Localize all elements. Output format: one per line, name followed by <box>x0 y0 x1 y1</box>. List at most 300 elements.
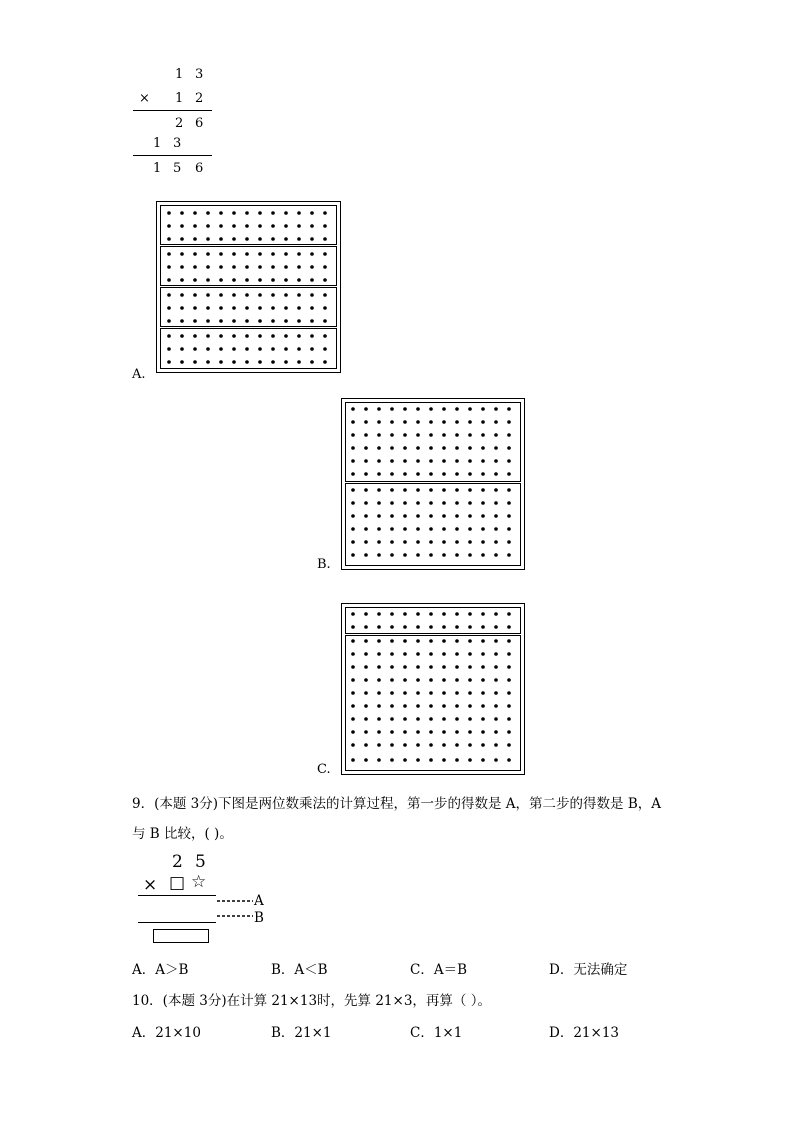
option-a-label[interactable]: A. <box>132 367 146 382</box>
grid-dot <box>284 265 288 269</box>
grid-dot <box>193 360 197 364</box>
grid-dot <box>481 665 485 669</box>
grid-dot <box>310 293 314 297</box>
grid-dot <box>219 224 223 228</box>
grid-dot <box>206 319 210 323</box>
grid-dot <box>455 691 459 695</box>
grid-dot <box>455 625 459 629</box>
grid-dot <box>403 625 407 629</box>
grid-dot <box>429 691 433 695</box>
grid-dot <box>206 293 210 297</box>
grid-dot <box>193 306 197 310</box>
grid-dot <box>377 514 381 518</box>
grid-dot <box>167 334 171 338</box>
grid-dot <box>403 514 407 518</box>
grid-dot <box>180 211 184 215</box>
grid-dot <box>245 319 249 323</box>
grid-dot <box>429 652 433 656</box>
grid-dot <box>507 625 511 629</box>
grid-dot <box>364 540 368 544</box>
grid-dot <box>167 347 171 351</box>
grid-dot <box>310 211 314 215</box>
grid-dot <box>377 758 381 762</box>
q9-marker-a: A <box>254 893 264 909</box>
grid-dot <box>271 211 275 215</box>
grid-dot <box>364 743 368 747</box>
grid-dot <box>323 211 327 215</box>
grid-dot <box>390 540 394 544</box>
grid-dot <box>403 639 407 643</box>
grid-dot <box>351 501 355 505</box>
grid-dot <box>258 319 262 323</box>
grid-dot <box>390 743 394 747</box>
grid-dot <box>167 319 171 323</box>
grid-dot <box>284 360 288 364</box>
grid-dot <box>284 252 288 256</box>
grid-dot <box>442 446 446 450</box>
grid-dot <box>232 211 236 215</box>
grid-dot <box>416 472 420 476</box>
grid-dot <box>455 652 459 656</box>
grid-dot <box>390 678 394 682</box>
grid-dot <box>219 306 223 310</box>
grid-dot <box>429 488 433 492</box>
q9-line-1 <box>138 895 216 896</box>
vm-mult-digit-1: 1 <box>175 91 184 106</box>
grid-dot <box>351 678 355 682</box>
grid-dot <box>323 319 327 323</box>
grid-dot <box>481 553 485 557</box>
grid-dot <box>351 459 355 463</box>
grid-dot <box>310 224 314 228</box>
grid-dot <box>442 743 446 747</box>
grid-dot <box>206 334 210 338</box>
vm-partial1-digit-2: 6 <box>195 116 204 131</box>
grid-dot <box>167 265 171 269</box>
grid-dot <box>377 665 381 669</box>
grid-dot <box>245 211 249 215</box>
grid-dot <box>219 360 223 364</box>
grid-dot <box>494 501 498 505</box>
grid-dot <box>364 501 368 505</box>
q9-marker-b: B <box>254 910 264 926</box>
grid-dot <box>351 665 355 669</box>
grid-dot <box>180 293 184 297</box>
grid-dot <box>377 527 381 531</box>
q10-option-c[interactable]: C．1×1 <box>410 1025 463 1041</box>
grid-dot <box>271 319 275 323</box>
grid-dot <box>416 501 420 505</box>
grid-dot <box>284 306 288 310</box>
grid-dot <box>258 252 262 256</box>
grid-dot <box>219 211 223 215</box>
grid-dot <box>455 678 459 682</box>
q9-option-c[interactable]: C．A＝B <box>410 962 467 978</box>
grid-dot <box>232 237 236 241</box>
grid-dot <box>193 347 197 351</box>
grid-dot <box>468 553 472 557</box>
grid-dot <box>219 293 223 297</box>
grid-dot <box>507 553 511 557</box>
grid-dot <box>323 252 327 256</box>
grid-dot <box>494 420 498 424</box>
q9-option-b[interactable]: B．A＜B <box>271 962 328 978</box>
grid-dot <box>494 639 498 643</box>
grid-dot <box>245 293 249 297</box>
grid-dot <box>271 224 275 228</box>
grid-dot <box>429 433 433 437</box>
grid-dot <box>167 293 171 297</box>
grid-dot <box>323 278 327 282</box>
q10-option-d[interactable]: D．21×13 <box>549 1025 619 1041</box>
grid-dot <box>258 265 262 269</box>
grid-dot <box>416 652 420 656</box>
grid-dot <box>232 347 236 351</box>
grid-dot <box>364 730 368 734</box>
option-b-dot-grid[interactable] <box>341 398 525 570</box>
grid-dot <box>377 625 381 629</box>
grid-dot <box>429 472 433 476</box>
grid-dot <box>390 514 394 518</box>
grid-dot <box>455 459 459 463</box>
q10-text-line-1: 10．(本题 3分)在计算 21×13时，先算 21×3，再算（ ）。 <box>132 993 491 1009</box>
grid-dot <box>507 527 511 531</box>
grid-dot <box>232 265 236 269</box>
grid-dot <box>442 553 446 557</box>
grid-dot <box>284 224 288 228</box>
grid-dot <box>494 514 498 518</box>
grid-dot <box>297 278 301 282</box>
grid-dot <box>271 334 275 338</box>
grid-dot <box>481 527 485 531</box>
grid-dot <box>390 639 394 643</box>
grid-dot <box>442 612 446 616</box>
grid-dot <box>416 527 420 531</box>
grid-dot <box>364 758 368 762</box>
grid-dot <box>206 265 210 269</box>
grid-dot <box>364 691 368 695</box>
grid-dot <box>180 278 184 282</box>
vm-line-2 <box>133 155 212 156</box>
grid-dot <box>507 678 511 682</box>
grid-dot <box>284 278 288 282</box>
grid-dot <box>494 472 498 476</box>
grid-dot <box>310 278 314 282</box>
grid-dot <box>258 347 262 351</box>
grid-dot <box>468 459 472 463</box>
grid-dot <box>351 704 355 708</box>
grid-dot <box>494 691 498 695</box>
grid-dot <box>245 360 249 364</box>
grid-dot <box>167 211 171 215</box>
grid-dot <box>271 252 275 256</box>
grid-dot <box>442 433 446 437</box>
grid-dot <box>494 758 498 762</box>
grid-dot <box>310 347 314 351</box>
grid-dot <box>351 488 355 492</box>
grid-dot <box>180 252 184 256</box>
grid-dot <box>403 459 407 463</box>
grid-dot <box>416 717 420 721</box>
grid-dot <box>245 347 249 351</box>
grid-dot <box>245 334 249 338</box>
grid-dot <box>468 678 472 682</box>
grid-dot <box>232 334 236 338</box>
grid-dot <box>416 639 420 643</box>
grid-dot <box>323 347 327 351</box>
grid-dot <box>442 758 446 762</box>
grid-dot <box>481 691 485 695</box>
grid-dot <box>180 334 184 338</box>
grid-dot <box>364 459 368 463</box>
grid-dot <box>416 514 420 518</box>
grid-dot <box>455 433 459 437</box>
grid-dot <box>364 678 368 682</box>
grid-dot <box>403 665 407 669</box>
grid-dot <box>390 488 394 492</box>
grid-dot <box>364 446 368 450</box>
grid-dot <box>455 501 459 505</box>
grid-dot <box>442 625 446 629</box>
grid-dot <box>219 252 223 256</box>
grid-dot <box>468 625 472 629</box>
option-c-dot-grid[interactable] <box>341 603 525 775</box>
grid-dot <box>377 652 381 656</box>
vm-partial2-digit-2: 3 <box>173 136 182 151</box>
grid-dot <box>468 665 472 669</box>
grid-dot <box>429 704 433 708</box>
grid-dot <box>310 334 314 338</box>
q9-answer-box <box>153 929 209 943</box>
q9-dashed-line-a <box>217 900 253 902</box>
grid-dot <box>364 717 368 721</box>
grid-dot <box>193 319 197 323</box>
grid-dot <box>403 420 407 424</box>
grid-dot <box>481 433 485 437</box>
grid-dot <box>377 704 381 708</box>
grid-dot <box>455 758 459 762</box>
grid-dot <box>351 652 355 656</box>
grid-dot <box>416 758 420 762</box>
grid-dot <box>390 420 394 424</box>
grid-dot <box>310 319 314 323</box>
grid-dot <box>180 237 184 241</box>
grid-dot <box>297 265 301 269</box>
grid-dot <box>258 334 262 338</box>
grid-dot <box>494 527 498 531</box>
q9-option-d[interactable]: D．无法确定 <box>549 962 628 978</box>
grid-dot <box>442 704 446 708</box>
grid-dot <box>481 743 485 747</box>
grid-dot <box>494 459 498 463</box>
grid-dot <box>416 540 420 544</box>
grid-dot <box>507 743 511 747</box>
q9-text-line-2: 与 B 比较，( )。 <box>132 826 233 842</box>
grid-dot <box>390 612 394 616</box>
grid-dot <box>481 446 485 450</box>
grid-dot <box>258 306 262 310</box>
grid-dot <box>297 360 301 364</box>
grid-dot <box>494 553 498 557</box>
grid-dot <box>364 514 368 518</box>
grid-dot <box>494 612 498 616</box>
vm-line-1 <box>133 110 212 111</box>
grid-dot <box>481 612 485 616</box>
grid-dot <box>481 540 485 544</box>
grid-dot <box>468 730 472 734</box>
grid-dot <box>507 407 511 411</box>
grid-dot <box>297 334 301 338</box>
grid-dot <box>455 446 459 450</box>
grid-dot <box>507 540 511 544</box>
grid-dot <box>403 704 407 708</box>
q10-option-a[interactable]: A．21×10 <box>132 1025 201 1041</box>
grid-dot <box>390 433 394 437</box>
q9-dashed-line-b <box>217 915 253 917</box>
grid-dot <box>455 553 459 557</box>
grid-dot <box>232 252 236 256</box>
grid-dot <box>180 347 184 351</box>
vm-partial1-digit-1: 2 <box>175 116 184 131</box>
grid-dot <box>429 625 433 629</box>
grid-dot <box>507 758 511 762</box>
grid-dot <box>416 625 420 629</box>
grid-dot <box>468 758 472 762</box>
grid-dot <box>442 540 446 544</box>
grid-dot <box>351 743 355 747</box>
grid-dot <box>494 488 498 492</box>
grid-dot <box>390 459 394 463</box>
grid-dot <box>206 211 210 215</box>
grid-dot <box>364 652 368 656</box>
grid-dot <box>206 252 210 256</box>
grid-dot <box>481 625 485 629</box>
grid-dot <box>442 459 446 463</box>
grid-dot <box>468 514 472 518</box>
q9-option-a[interactable]: A．A＞B <box>132 962 189 978</box>
grid-dot <box>442 730 446 734</box>
grid-dot <box>245 237 249 241</box>
grid-dot <box>403 743 407 747</box>
grid-dot <box>310 360 314 364</box>
grid-dot <box>481 652 485 656</box>
grid-dot <box>403 527 407 531</box>
grid-dot <box>390 501 394 505</box>
grid-dot <box>468 446 472 450</box>
grid-dot <box>364 433 368 437</box>
option-a-dot-grid[interactable] <box>156 201 341 373</box>
option-b-label[interactable]: B. <box>317 557 331 572</box>
grid-dot <box>481 459 485 463</box>
grid-dot <box>494 743 498 747</box>
grid-dot <box>258 360 262 364</box>
grid-dot <box>429 678 433 682</box>
grid-dot <box>297 319 301 323</box>
grid-dot <box>507 420 511 424</box>
grid-dot <box>193 237 197 241</box>
grid-dot <box>180 265 184 269</box>
grid-dot <box>232 278 236 282</box>
vm-result-digit-2: 5 <box>173 161 182 176</box>
grid-dot <box>245 306 249 310</box>
option-c-label[interactable]: C. <box>317 762 331 777</box>
grid-dot <box>351 407 355 411</box>
grid-dot <box>193 265 197 269</box>
grid-dot <box>271 306 275 310</box>
grid-dot <box>323 237 327 241</box>
grid-dot <box>377 472 381 476</box>
grid-dot <box>271 265 275 269</box>
grid-dot <box>507 665 511 669</box>
grid-dot <box>494 678 498 682</box>
grid-dot <box>351 625 355 629</box>
grid-dot <box>390 407 394 411</box>
grid-dot <box>364 625 368 629</box>
grid-dot <box>351 420 355 424</box>
grid-dot <box>193 224 197 228</box>
grid-dot <box>494 652 498 656</box>
grid-dot <box>455 488 459 492</box>
grid-dot <box>403 407 407 411</box>
q10-option-b[interactable]: B．21×1 <box>271 1025 332 1041</box>
grid-dot <box>455 527 459 531</box>
grid-dot <box>258 293 262 297</box>
grid-dot <box>468 472 472 476</box>
grid-dot <box>232 360 236 364</box>
grid-dot <box>377 501 381 505</box>
grid-dot <box>481 472 485 476</box>
grid-dot <box>390 758 394 762</box>
grid-dot <box>284 211 288 215</box>
vm-result-digit-3: 6 <box>195 161 204 176</box>
grid-dot <box>297 252 301 256</box>
grid-dot <box>364 472 368 476</box>
grid-dot <box>494 407 498 411</box>
grid-dot <box>258 211 262 215</box>
grid-dot <box>494 665 498 669</box>
vm-top-digit-1: 1 <box>175 67 184 82</box>
q9-text-line-1: 9．(本题 3分)下图是两位数乘法的计算过程，第一步的得数是 A，第二步的得数是 B，A <box>132 796 662 812</box>
grid-dot <box>351 758 355 762</box>
grid-dot <box>507 717 511 721</box>
grid-dot <box>403 730 407 734</box>
grid-dot <box>390 691 394 695</box>
grid-dot <box>494 540 498 544</box>
grid-dot <box>468 527 472 531</box>
grid-dot <box>390 717 394 721</box>
grid-dot <box>180 319 184 323</box>
grid-dot <box>377 678 381 682</box>
grid-dot <box>507 639 511 643</box>
grid-dot <box>323 265 327 269</box>
grid-dot <box>403 472 407 476</box>
grid-dot <box>351 446 355 450</box>
grid-dot <box>403 446 407 450</box>
grid-dot <box>297 293 301 297</box>
grid-dot <box>468 704 472 708</box>
grid-dot <box>193 293 197 297</box>
grid-dot <box>507 612 511 616</box>
grid-dot <box>377 459 381 463</box>
grid-dot <box>390 730 394 734</box>
grid-dot <box>468 420 472 424</box>
grid-dot <box>429 540 433 544</box>
q9-top-digit-1: 2 <box>172 852 183 872</box>
grid-dot <box>219 237 223 241</box>
grid-dot <box>377 743 381 747</box>
grid-dot <box>245 224 249 228</box>
grid-dot <box>258 278 262 282</box>
